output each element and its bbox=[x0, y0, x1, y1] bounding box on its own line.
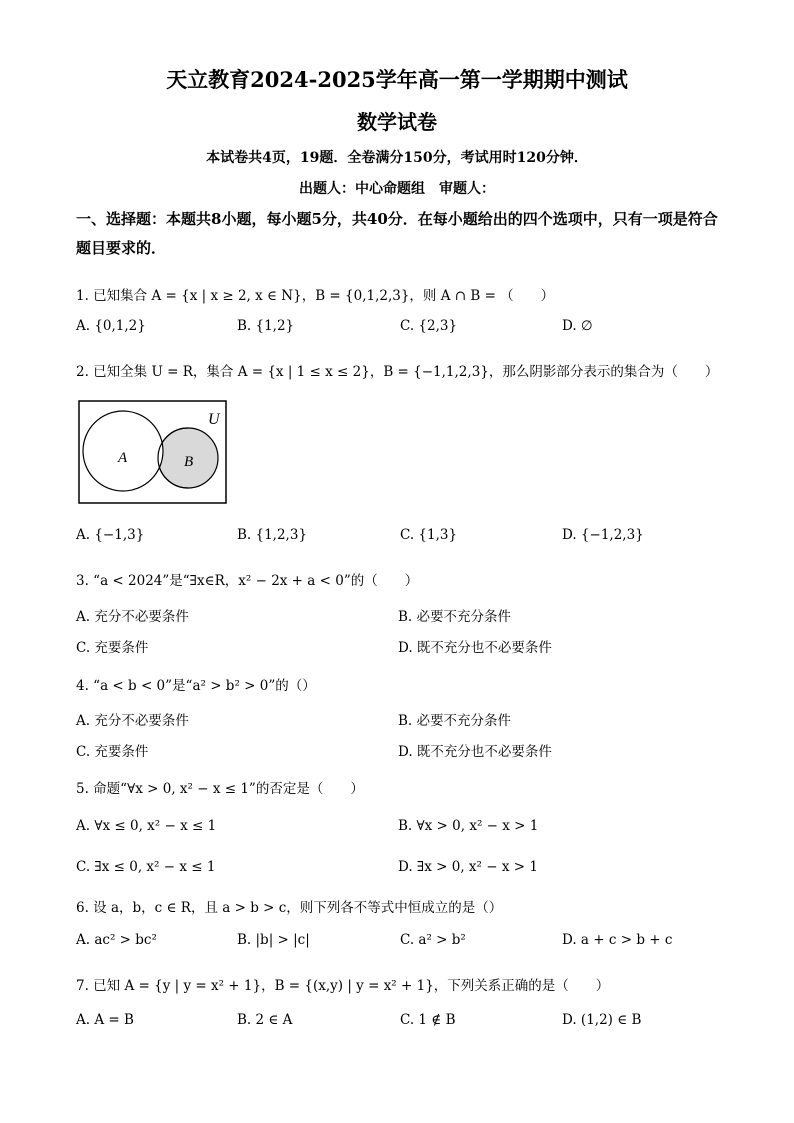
q5-option-c: C. ∃x ≤ 0, x² − x ≤ 1 bbox=[76, 859, 216, 875]
question-7-stem: 7. 已知 A = {y | y = x² + 1}，B = {(x,y) | y = x² + 1}，下列关系正确的是（ ） bbox=[76, 978, 610, 994]
q1-option-b: B. {1,2} bbox=[237, 318, 295, 334]
q2-option-a: A. {−1,3} bbox=[76, 527, 145, 543]
venn-diagram bbox=[78, 400, 228, 506]
question-5-stem: 5. 命题“∀x > 0, x² − x ≤ 1”的否定是（ ） bbox=[76, 781, 364, 797]
q2-option-b: B. {1,2,3} bbox=[237, 527, 308, 543]
section-heading: 一、选择题：本题共8小题，每小题5分，共40分．在每小题给出的四个选项中，只有一项是符合题目要求的． bbox=[76, 210, 718, 257]
q5-option-a: A. ∀x ≤ 0, x² − x ≤ 1 bbox=[76, 818, 217, 834]
question-1-stem: 1. 已知集合 A = {x | x ≥ 2, x ∈ N}，B = {0,1,2,3}，则 A ∩ B = （ ） bbox=[76, 288, 555, 304]
q5-option-b: B. ∀x > 0, x² − x > 1 bbox=[398, 818, 539, 834]
q4-option-d: D. 既不充分也不必要条件 bbox=[398, 744, 552, 760]
q7-option-a: A. A = B bbox=[76, 1012, 134, 1028]
set-b-label: B bbox=[184, 454, 194, 470]
question-2-stem: 2. 已知全集 U = R，集合 A = {x | 1 ≤ x ≤ 2}，B = {−1,1,2,3}，那么阴影部分表示的集合为（ ） bbox=[76, 364, 719, 380]
q3-option-b: B. 必要不充分条件 bbox=[398, 609, 512, 625]
q2-option-d: D. {−1,2,3} bbox=[562, 527, 644, 543]
universe-label: U bbox=[208, 411, 220, 428]
exam-title: 天立教育2024-2025学年高一第一学期期中测试 bbox=[166, 67, 628, 92]
q6-option-c: C. a² > b² bbox=[400, 932, 466, 948]
q6-option-d: D. a + c > b + c bbox=[562, 932, 673, 948]
question-6-stem: 6. 设 a，b，c ∈ R，且 a > b > c，则下列各不等式中恒成立的是（） bbox=[76, 900, 503, 916]
q6-option-b: B. |b| > |c| bbox=[237, 932, 310, 948]
q7-option-b: B. 2 ∈ A bbox=[237, 1012, 293, 1028]
exam-subtitle: 数学试卷 bbox=[357, 110, 437, 134]
q4-option-b: B. 必要不充分条件 bbox=[398, 713, 512, 729]
q5-option-d: D. ∃x > 0, x² − x > 1 bbox=[398, 859, 538, 875]
q4-option-a: A. 充分不必要条件 bbox=[76, 713, 189, 729]
q2-option-c: C. {1,3} bbox=[400, 527, 458, 543]
question-3-stem: 3. “a < 2024”是“∃x∈R，x² − 2x + a < 0”的（ ） bbox=[76, 573, 419, 589]
q6-option-a: A. ac² > bc² bbox=[76, 932, 157, 948]
q1-option-a: A. {0,1,2} bbox=[76, 318, 146, 334]
q7-option-d: D. (1,2) ∈ B bbox=[562, 1012, 642, 1028]
q3-option-d: D. 既不充分也不必要条件 bbox=[398, 640, 552, 656]
q7-option-c: C. 1 ∉ B bbox=[400, 1012, 456, 1028]
q1-option-d: D. ∅ bbox=[562, 318, 593, 334]
exam-authors: 出题人：中心命题组 审题人： bbox=[299, 181, 495, 197]
exam-info: 本试卷共4页，19题．全卷满分150分，考试用时120分钟． bbox=[206, 150, 588, 166]
q3-option-c: C. 充要条件 bbox=[76, 640, 149, 656]
question-4-stem: 4. “a < b < 0”是“a² > b² > 0”的（） bbox=[76, 678, 316, 694]
q3-option-a: A. 充分不必要条件 bbox=[76, 609, 189, 625]
q4-option-c: C. 充要条件 bbox=[76, 744, 149, 760]
set-a-label: A bbox=[118, 450, 128, 466]
q1-option-c: C. {2,3} bbox=[400, 318, 458, 334]
